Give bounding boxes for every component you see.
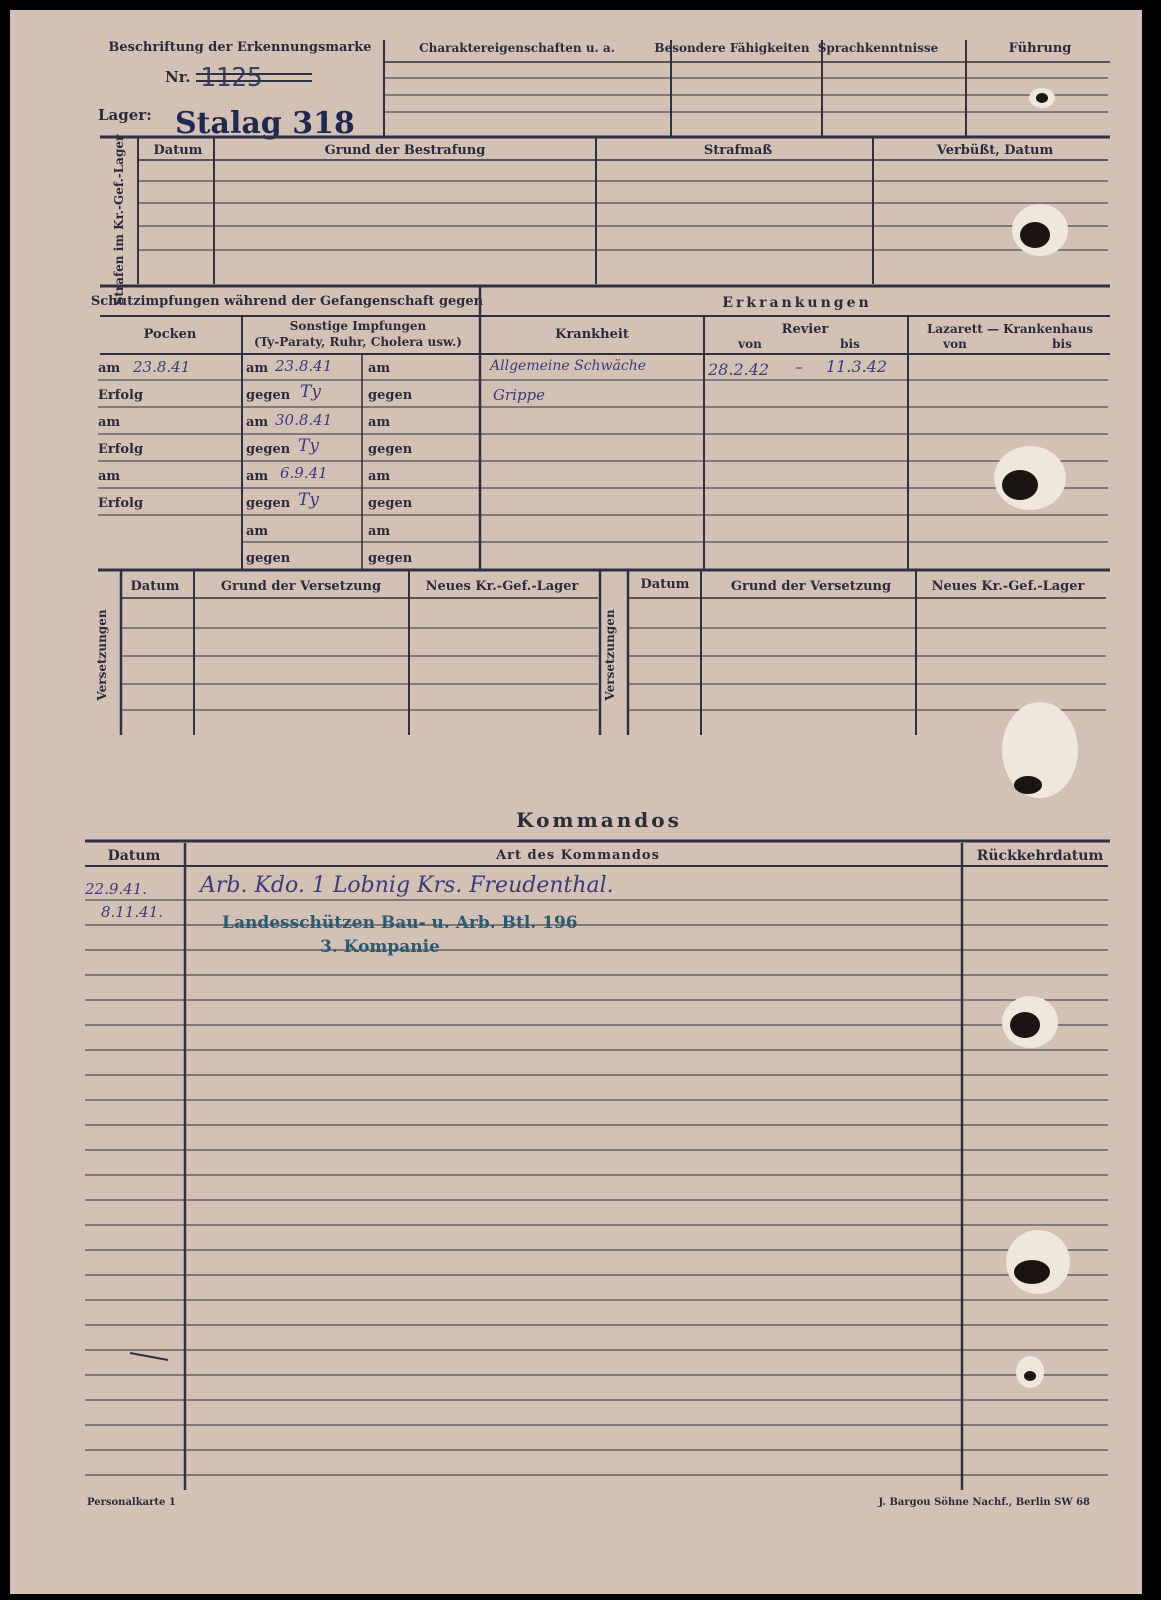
versetzungen-neues-header-right: Neues Kr.-Gef.-Lager (931, 579, 1085, 594)
revier-header: Revier (781, 322, 829, 337)
kommando-stamp-line1: Landesschützen Bau- u. Arb. Btl. 196 (222, 913, 578, 933)
sonstige-subheader: (Ty-Paraty, Ruhr, Cholera usw.) (254, 335, 462, 349)
sprach-header: Sprachkenntnisse (817, 41, 939, 55)
versetzungen-grund-header-right: Grund der Versetzung (730, 579, 892, 594)
impfungen-title: Schutzimpfungen während der Gefangenschaft gegen (90, 294, 484, 309)
sonstige-row-label: gegen (246, 551, 291, 566)
pen-mark (130, 1353, 168, 1360)
erkrankungen-title: Erkrankungen (722, 295, 872, 311)
kommandos-section (84, 808, 1110, 1490)
impfungen-section (91, 294, 484, 566)
strafen-datum-header: Datum (153, 143, 203, 158)
pocken-row-value: 23.8.41 (133, 358, 191, 376)
header-section (98, 40, 1110, 141)
versetzungen-grund-header-left: Grund der Versetzung (220, 579, 382, 594)
kommandos-rueckkehr-header: Rückkehrdatum (976, 848, 1104, 864)
krankheit-header: Krankheit (555, 327, 629, 342)
erkrankungen-section (488, 295, 1093, 404)
fuehrung-header: Führung (1008, 41, 1072, 56)
sonstige-row-label: am (246, 361, 269, 376)
kommando-entry: Arb. Kdo. 1 Lobnig Krs. Freudenthal. (200, 873, 614, 898)
sonstige-row-label2: gegen (368, 551, 413, 566)
versetzungen-side-label-left: Versetzungen (95, 609, 109, 701)
sonstige-row-label2: am (368, 524, 391, 539)
sonstige-row-label2: gegen (368, 388, 413, 403)
revier-von-label: von (738, 337, 762, 351)
sonstige-row-label: gegen (246, 388, 291, 403)
kommando-date-1: 22.9.41. (85, 880, 148, 898)
sonstige-row-label2: gegen (368, 496, 413, 511)
strafen-section (100, 134, 1110, 305)
sonstige-row-label2: gegen (368, 442, 413, 457)
nr-label: Nr. (165, 68, 191, 86)
sonstige-row-label: gegen (246, 496, 291, 511)
sonstige-row-value: Ty (300, 382, 321, 402)
revier-dash: – (795, 357, 803, 376)
kommandos-grid (85, 841, 1110, 1490)
pocken-row-label: am (98, 361, 121, 376)
lager-stamp: Stalag 318 (175, 106, 355, 141)
revier-von-value: 28.2.42 (708, 360, 770, 379)
revier-bis-label: bis (840, 337, 860, 351)
charakter-header: Charaktereigenschaften u. a. (419, 41, 615, 55)
footer-form-id: Personalkarte 1 (87, 1497, 176, 1508)
pocken-row-label: am (98, 469, 121, 484)
sonstige-row-label2: am (368, 361, 391, 376)
sonstige-row-value: 30.8.41 (275, 411, 333, 429)
strafen-strafmass-header: Strafmaß (703, 143, 773, 158)
sonstige-row-value: Ty (298, 490, 319, 510)
lager-label: Lager: (98, 106, 152, 124)
versetzungen-datum-header-right: Datum (640, 577, 690, 592)
revier-bis-value: 11.3.42 (826, 357, 888, 376)
kommandos-art-header: Art des Kommandos (496, 848, 660, 863)
krankheit-entry-1: Allgemeine Schwäche (490, 358, 647, 374)
versetzungen-neues-header-left: Neues Kr.-Gef.-Lager (425, 579, 579, 594)
pocken-row-label: Erfolg (98, 496, 144, 511)
faehigkeiten-header: Besondere Fähigkeiten (654, 41, 810, 55)
pocken-row-label: Erfolg (98, 442, 144, 457)
strafen-grund-header: Grund der Bestrafung (324, 143, 486, 158)
sonstige-row-label: am (246, 469, 269, 484)
lazarett-von-label: von (943, 337, 967, 351)
pocken-row-label: am (98, 415, 121, 430)
sonstige-row-label2: am (368, 469, 391, 484)
kommandos-title: Kommandos (516, 808, 682, 832)
kommando-date-2: 8.11.41. (101, 903, 164, 921)
nr-value: 1125 (200, 63, 263, 93)
sonstige-row-label2: am (368, 415, 391, 430)
versetzungen-section (95, 570, 1106, 735)
strafen-verbuesst-header: Verbüßt, Datum (936, 143, 1054, 158)
pocken-row-label: Erfolg (98, 388, 144, 403)
sonstige-header: Sonstige Impfungen (289, 319, 427, 333)
erkennungsmarke-label: Beschriftung der Erkennungsmarke (108, 40, 372, 55)
strafen-side-label: Strafen im Kr.-Gef.-Lager (112, 134, 126, 306)
versetzungen-side-label-right: Versetzungen (603, 609, 617, 701)
sonstige-row-label: am (246, 415, 269, 430)
lazarett-header: Lazarett — Krankenhaus (926, 322, 1094, 336)
punch-holes (994, 88, 1078, 1388)
sonstige-row-label: gegen (246, 442, 291, 457)
sonstige-row-value: 23.8.41 (275, 357, 333, 375)
pocken-header: Pocken (143, 327, 197, 342)
krankheit-entry-2: Grippe (493, 386, 546, 404)
sonstige-row-value: 6.9.41 (280, 464, 328, 482)
sonstige-row-value: Ty (298, 436, 319, 456)
sonstige-row-label: am (246, 524, 269, 539)
strafen-grid (100, 137, 1110, 286)
kommando-stamp-line2: 3. Kompanie (320, 937, 440, 957)
lazarett-bis-label: bis (1052, 337, 1072, 351)
footer-printer: J. Bargou Söhne Nachf., Berlin SW 68 (878, 1497, 1090, 1508)
kommandos-datum-header: Datum (107, 848, 161, 864)
versetzungen-datum-header-left: Datum (130, 579, 180, 594)
